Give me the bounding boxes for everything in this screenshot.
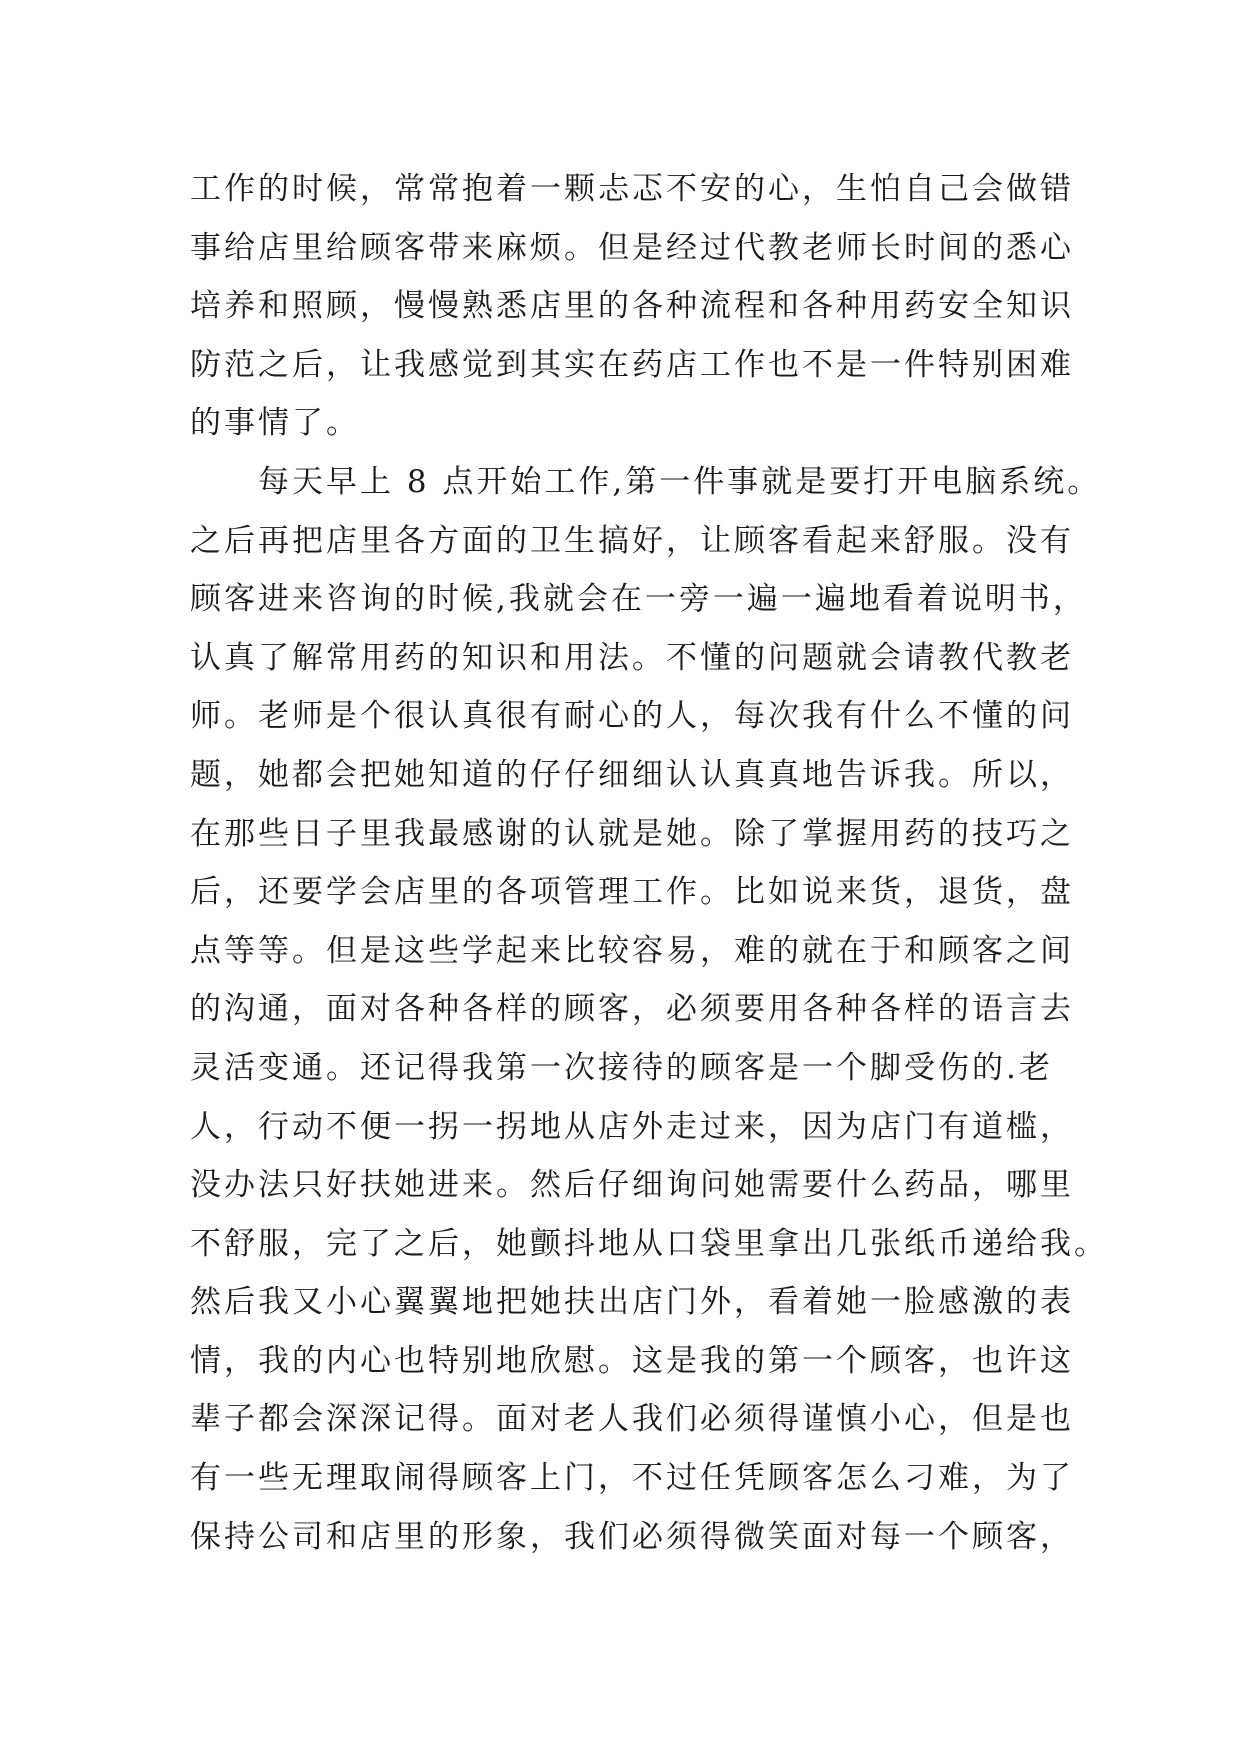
text-line: 之后再把店里各方面的卫生搞好，让顾客看起来舒服。没有	[190, 522, 1074, 559]
text-line: 师。老师是个很认真很有耐心的人，每次我有什么不懂的问	[190, 698, 1074, 735]
text-line: 每天早上 8 点开始工作,第一件事就是要打开电脑系统。	[258, 463, 1102, 500]
text-line: 顾客进来咨询的时候,我就会在一旁一遍一遍地看着说明书，	[190, 581, 1087, 618]
text-line: 的事情了。	[190, 405, 360, 442]
text-line: 在那些日子里我最感谢的认就是她。除了掌握用药的技巧之	[190, 815, 1074, 852]
text-line: 然后我又小心翼翼地把她扶出店门外，看着她一脸感激的表	[190, 1284, 1074, 1321]
text-line: 保持公司和店里的形象，我们必须得微笑面对每一个顾客，	[190, 1518, 1074, 1555]
text-line: 的沟通，面对各种各样的顾客，必须要用各种各样的语言去	[190, 991, 1074, 1028]
text-line: 没办法只好扶她进来。然后仔细询问她需要什么药品，哪里	[190, 1167, 1074, 1204]
text-line: 后，还要学会店里的各项管理工作。比如说来货，退货，盘	[190, 874, 1074, 911]
paragraph-1	[190, 160, 1074, 453]
text-line: 灵活变通。还记得我第一次接待的顾客是一个脚受伤的.老	[190, 1049, 1053, 1086]
text-line: 防范之后，让我感觉到其实在药店工作也不是一件特别困难	[190, 346, 1074, 383]
paragraph-2	[190, 453, 1108, 1566]
text-line: 培养和照顾，慢慢熟悉店里的各种流程和各种用药安全知识	[190, 288, 1074, 325]
text-line: 有一些无理取闹得顾客上门，不过任凭顾客怎么刁难，为了	[190, 1460, 1074, 1497]
text-line: 题，她都会把她知道的仔仔细细认认真真地告诉我。所以，	[190, 756, 1074, 793]
text-line: 情，我的内心也特别地欣慰。这是我的第一个顾客，也许这	[190, 1342, 1074, 1379]
text-line: 人，行动不便一拐一拐地从店外走过来，因为店门有道槛，	[190, 1108, 1074, 1145]
document-body	[190, 160, 1108, 1566]
text-line: 事给店里给顾客带来麻烦。但是经过代教老师长时间的悉心	[190, 229, 1074, 266]
text-line: 点等等。但是这些学起来比较容易，难的就在于和顾客之间	[190, 932, 1074, 969]
text-line: 辈子都会深深记得。面对老人我们必须得谨慎小心，但是也	[190, 1401, 1074, 1438]
text-line: 认真了解常用药的知识和用法。不懂的问题就会请教代教老	[190, 639, 1074, 676]
text-line: 不舒服，完了之后，她颤抖地从口袋里拿出几张纸币递给我。	[190, 1225, 1108, 1262]
text-line: 工作的时候，常常抱着一颗忐忑不安的心，生怕自己会做错	[190, 171, 1074, 207]
